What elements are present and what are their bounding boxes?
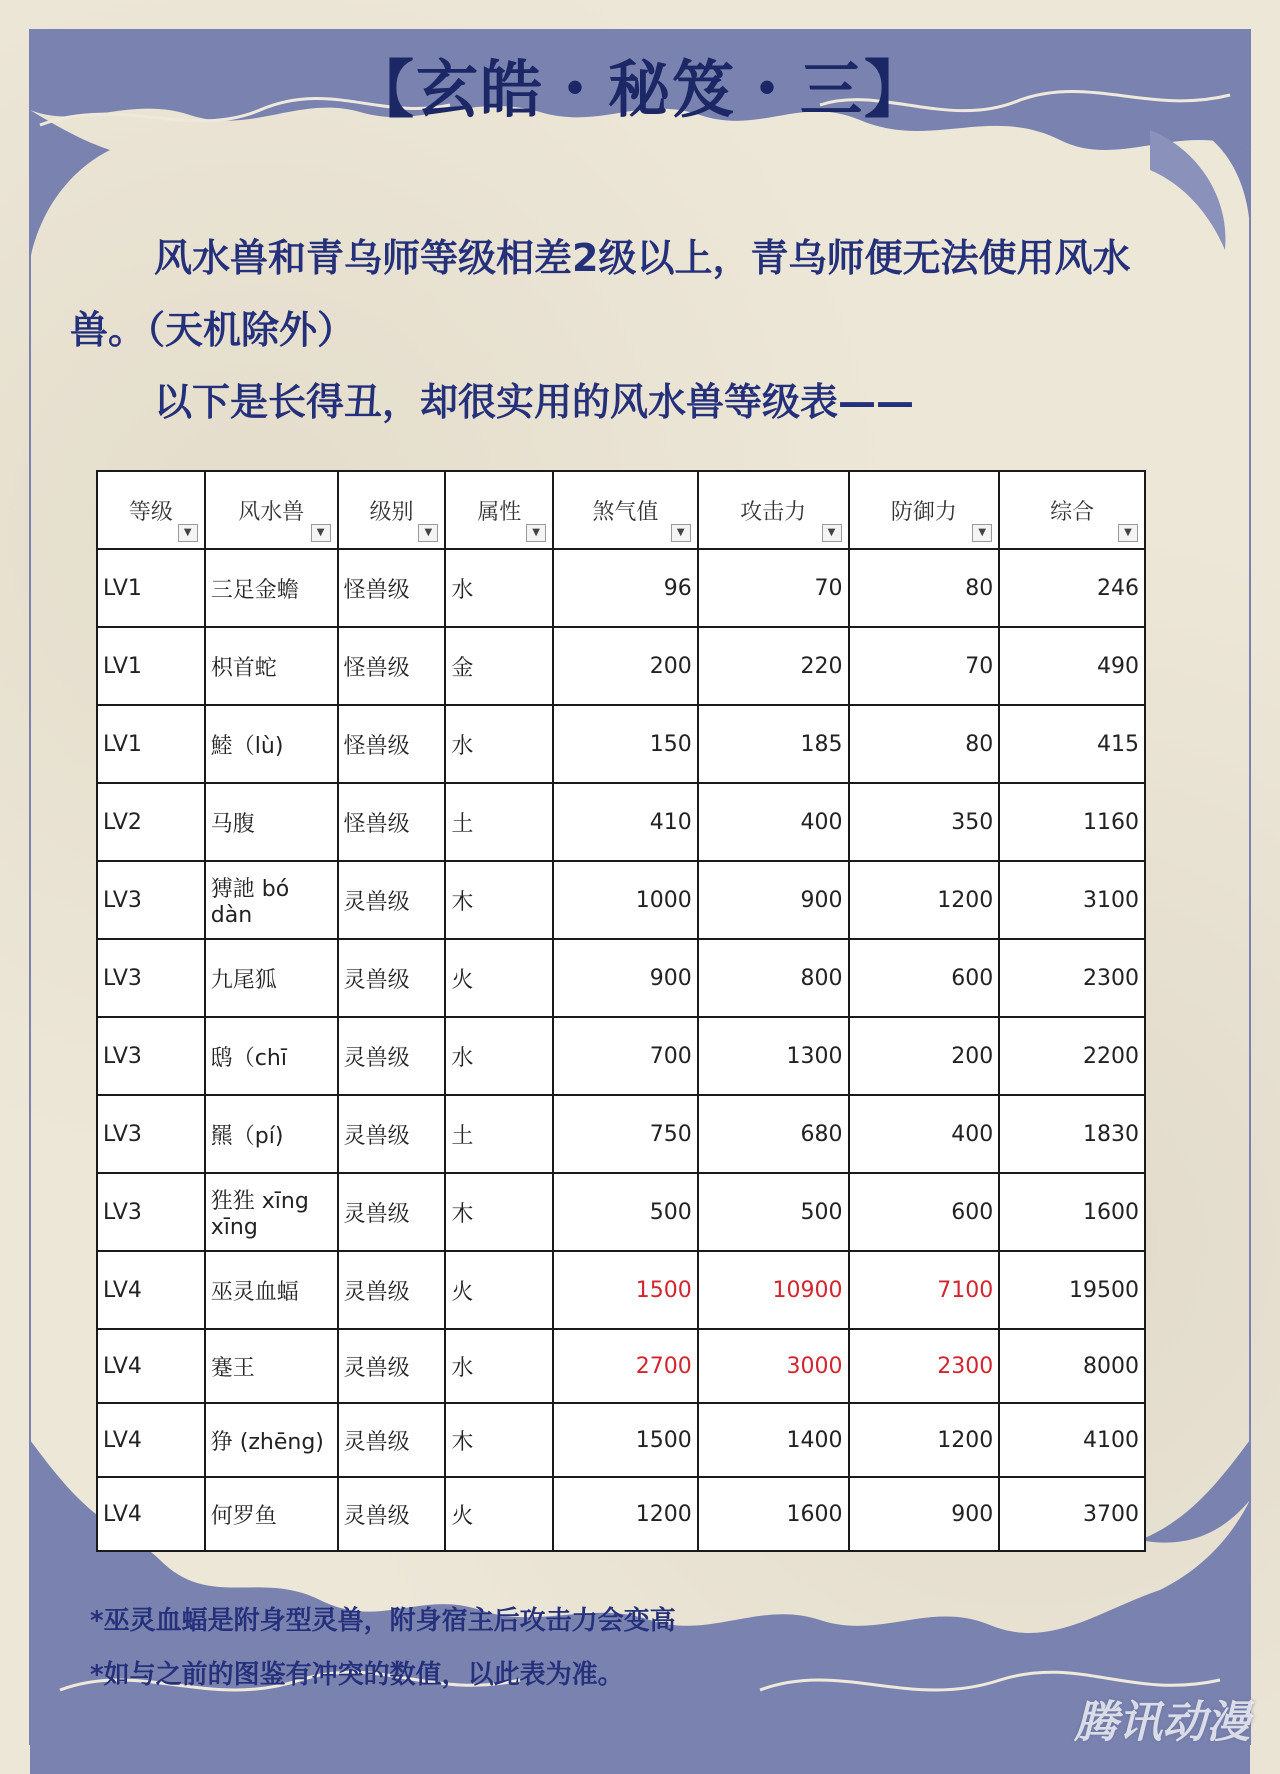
- table-row: [97, 1329, 1145, 1403]
- cell-total: 2200: [999, 1017, 1145, 1095]
- filter-dropdown-icon[interactable]: ▼: [1118, 524, 1138, 542]
- footnotes: [90, 1594, 1090, 1702]
- cell-name: 何罗鱼: [205, 1477, 338, 1551]
- filter-dropdown-icon[interactable]: ▼: [822, 524, 842, 542]
- cell-sha: 500: [553, 1173, 698, 1251]
- cell-total: 1830: [999, 1095, 1145, 1173]
- cell-name: 三足金蟾: [205, 549, 338, 627]
- header-attack[interactable]: 攻击力 ▼: [698, 471, 849, 549]
- cell-atk: 185: [698, 705, 849, 783]
- cell-atk: 3000: [698, 1329, 849, 1403]
- cell-total: 246: [999, 549, 1145, 627]
- cell-element: 水: [445, 1329, 553, 1403]
- cell-sha: 1000: [553, 861, 698, 939]
- cell-total: 3100: [999, 861, 1145, 939]
- cell-atk: 1300: [698, 1017, 849, 1095]
- cell-total: 4100: [999, 1403, 1145, 1477]
- cell-name: 猼訑 bó dàn: [205, 861, 338, 939]
- cell-rank: 怪兽级: [338, 783, 446, 861]
- cell-element: 水: [445, 705, 553, 783]
- header-beast[interactable]: 风水兽 ▼: [205, 471, 338, 549]
- cell-atk: 1600: [698, 1477, 849, 1551]
- page-title: 【玄皓・秘笈・三】: [351, 53, 928, 126]
- table-row: [97, 1403, 1145, 1477]
- cell-sha: 900: [553, 939, 698, 1017]
- cell-atk: 500: [698, 1173, 849, 1251]
- cell-atk: 70: [698, 549, 849, 627]
- cell-total: 1160: [999, 783, 1145, 861]
- table-row: [97, 861, 1145, 939]
- table-row: [97, 1017, 1145, 1095]
- cell-total: 1600: [999, 1173, 1145, 1251]
- cell-def: 200: [849, 1017, 1000, 1095]
- cell-level: LV1: [97, 549, 205, 627]
- cell-total: 2300: [999, 939, 1145, 1017]
- cell-rank: 灵兽级: [338, 1329, 446, 1403]
- header-total[interactable]: 综合 ▼: [999, 471, 1145, 549]
- cell-rank: 灵兽级: [338, 1477, 446, 1551]
- cell-sha: 96: [553, 549, 698, 627]
- filter-dropdown-icon[interactable]: ▼: [311, 524, 331, 542]
- cell-level: LV4: [97, 1329, 205, 1403]
- footnote-1: *巫灵血蝠是附身型灵兽，附身宿主后攻击力会变高: [90, 1606, 676, 1636]
- cell-level: LV4: [97, 1251, 205, 1329]
- cell-name: 枳首蛇: [205, 627, 338, 705]
- cell-level: LV1: [97, 705, 205, 783]
- cell-level: LV4: [97, 1403, 205, 1477]
- cell-atk: 1400: [698, 1403, 849, 1477]
- cell-rank: 灵兽级: [338, 1095, 446, 1173]
- cell-def: 400: [849, 1095, 1000, 1173]
- cell-level: LV1: [97, 627, 205, 705]
- cell-name: 蹇王: [205, 1329, 338, 1403]
- cell-def: 350: [849, 783, 1000, 861]
- cell-sha: 1200: [553, 1477, 698, 1551]
- cell-rank: 灵兽级: [338, 939, 446, 1017]
- intro-line-2: 以下是长得丑，却很实用的风水兽等级表——: [154, 380, 915, 424]
- cell-sha: 1500: [553, 1403, 698, 1477]
- cell-total: 490: [999, 627, 1145, 705]
- header-level[interactable]: 等级 ▼: [97, 471, 205, 549]
- cell-element: 火: [445, 1477, 553, 1551]
- cell-element: 木: [445, 1173, 553, 1251]
- cell-def: 80: [849, 549, 1000, 627]
- cell-def: 80: [849, 705, 1000, 783]
- watermark-logo: 腾讯动漫: [1074, 1697, 1250, 1748]
- intro-text: [70, 222, 1200, 438]
- cell-rank: 怪兽级: [338, 549, 446, 627]
- cell-element: 火: [445, 939, 553, 1017]
- cell-atk: 400: [698, 783, 849, 861]
- cell-def: 1200: [849, 1403, 1000, 1477]
- cell-atk: 10900: [698, 1251, 849, 1329]
- table-row: [97, 1095, 1145, 1173]
- cell-element: 水: [445, 549, 553, 627]
- cell-element: 土: [445, 1095, 553, 1173]
- beast-level-table: [96, 470, 1146, 1552]
- cell-rank: 灵兽级: [338, 861, 446, 939]
- cell-element: 水: [445, 1017, 553, 1095]
- cell-def: 70: [849, 627, 1000, 705]
- table-row: [97, 627, 1145, 705]
- cell-name: 巫灵血蝠: [205, 1251, 338, 1329]
- cell-def: 600: [849, 939, 1000, 1017]
- cell-total: 415: [999, 705, 1145, 783]
- cell-name: 鸱（chī: [205, 1017, 338, 1095]
- header-rank[interactable]: 级别 ▼: [338, 471, 446, 549]
- cell-def: 1200: [849, 861, 1000, 939]
- cell-name: 狰 (zhēng): [205, 1403, 338, 1477]
- cell-name: 狌狌 xīng xīng: [205, 1173, 338, 1251]
- cell-element: 火: [445, 1251, 553, 1329]
- cell-sha: 150: [553, 705, 698, 783]
- header-defense[interactable]: 防御力 ▼: [849, 471, 1000, 549]
- cell-name: 羆（pí): [205, 1095, 338, 1173]
- cell-rank: 怪兽级: [338, 627, 446, 705]
- cell-def: 2300: [849, 1329, 1000, 1403]
- cell-element: 木: [445, 861, 553, 939]
- cell-name: 马腹: [205, 783, 338, 861]
- header-sha[interactable]: 煞气值 ▼: [553, 471, 698, 549]
- table-row: [97, 939, 1145, 1017]
- filter-dropdown-icon[interactable]: ▼: [526, 524, 546, 542]
- cell-atk: 800: [698, 939, 849, 1017]
- table-row: [97, 705, 1145, 783]
- cell-level: LV2: [97, 783, 205, 861]
- cell-level: LV3: [97, 861, 205, 939]
- cell-rank: 灵兽级: [338, 1173, 446, 1251]
- cell-level: LV3: [97, 939, 205, 1017]
- cell-rank: 灵兽级: [338, 1403, 446, 1477]
- cell-def: 7100: [849, 1251, 1000, 1329]
- cell-element: 金: [445, 627, 553, 705]
- cell-atk: 900: [698, 861, 849, 939]
- header-element[interactable]: 属性 ▼: [445, 471, 553, 549]
- table-row: [97, 549, 1145, 627]
- cell-rank: 怪兽级: [338, 705, 446, 783]
- filter-dropdown-icon[interactable]: ▼: [671, 524, 691, 542]
- cell-rank: 灵兽级: [338, 1251, 446, 1329]
- table-header-row: [97, 471, 1145, 549]
- cell-sha: 700: [553, 1017, 698, 1095]
- table-row: [97, 783, 1145, 861]
- cell-name: 九尾狐: [205, 939, 338, 1017]
- table-row: [97, 1477, 1145, 1551]
- cell-rank: 灵兽级: [338, 1017, 446, 1095]
- cell-def: 600: [849, 1173, 1000, 1251]
- filter-dropdown-icon[interactable]: ▼: [972, 524, 992, 542]
- cell-level: LV3: [97, 1173, 205, 1251]
- cell-level: LV4: [97, 1477, 205, 1551]
- cell-total: 8000: [999, 1329, 1145, 1403]
- cell-sha: 1500: [553, 1251, 698, 1329]
- cell-sha: 2700: [553, 1329, 698, 1403]
- cell-sha: 750: [553, 1095, 698, 1173]
- cell-sha: 410: [553, 783, 698, 861]
- cell-total: 19500: [999, 1251, 1145, 1329]
- cell-name: 鯥（lù): [205, 705, 338, 783]
- cell-total: 3700: [999, 1477, 1145, 1551]
- cell-def: 900: [849, 1477, 1000, 1551]
- filter-dropdown-icon[interactable]: ▼: [418, 524, 438, 542]
- table-row: [97, 1251, 1145, 1329]
- table-row: [97, 1173, 1145, 1251]
- cell-sha: 200: [553, 627, 698, 705]
- cell-element: 土: [445, 783, 553, 861]
- cell-element: 木: [445, 1403, 553, 1477]
- cell-level: LV3: [97, 1095, 205, 1173]
- intro-line-1: 风水兽和青乌师等级相差2级以上，青乌师便无法使用风水兽。（天机除外）: [70, 236, 1131, 352]
- footnote-2: *如与之前的图鉴有冲突的数值，以此表为准。: [90, 1660, 624, 1690]
- cell-level: LV3: [97, 1017, 205, 1095]
- cell-atk: 680: [698, 1095, 849, 1173]
- cell-atk: 220: [698, 627, 849, 705]
- filter-dropdown-icon[interactable]: ▼: [178, 524, 198, 542]
